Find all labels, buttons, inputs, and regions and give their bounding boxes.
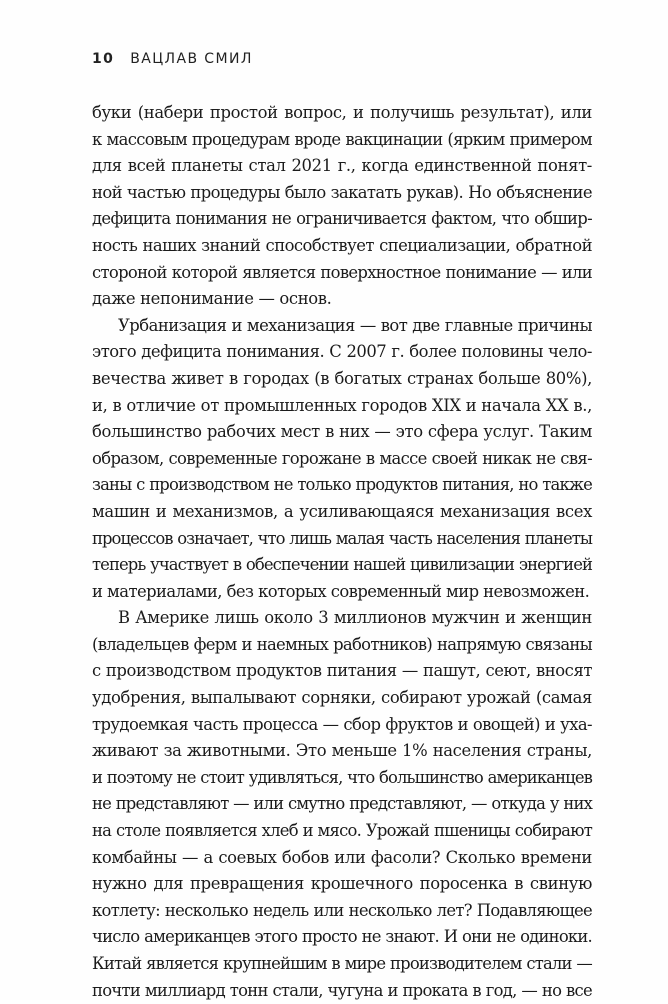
text-line: и поэтому не стоит удивляться, что большинство американцев [92, 767, 592, 787]
text-line: буки (набери простой вопрос, и получишь результат), или [92, 103, 592, 122]
text-line: этого дефицита понимания. С 2007 г. более половины чело- [92, 342, 592, 362]
paragraph-3 [92, 605, 592, 1004]
text-line: Китай является крупнейшим в мире производителем стали — [92, 954, 592, 973]
text-line: и материалами, без которых современный мир невозможен. [92, 581, 590, 601]
text-line: число американцев этого просто не знают. И они не одиноки. [92, 927, 592, 947]
text-line: процессов означает, что лишь малая часть населения планеты [92, 528, 592, 548]
text-line: удобрения, выпалывают сорняки, собирают урожай (самая [92, 688, 592, 708]
text-line: с производством продуктов питания — пашут, сеют, вносят [92, 661, 592, 681]
text-line: почти миллиард тонн стали, чугуна и проката в год, — но все [92, 980, 592, 1000]
text-line: нужно для превращения крошечного поросенка в свиную [92, 874, 592, 894]
text-line: не представляют — или смутно представляют, — откуда у них [92, 794, 592, 814]
text-line: на столе появляется хлеб и мясо. Урожай пшеницы собирают [92, 821, 592, 841]
text-line: даже непонимание — основ. [92, 289, 332, 309]
text-line: трудоемкая часть процесса — сбор фруктов и овощей) и уха- [92, 714, 592, 734]
text-line: В Америке лишь около 3 миллионов мужчин и женщин [118, 608, 592, 628]
text-line: для всей планеты стал 2021 г., когда единственной понят- [92, 156, 592, 176]
text-line: большинство рабочих мест в них — это сфера услуг. Таким [92, 422, 592, 442]
running-head [92, 51, 253, 67]
text-line: Урбанизация и механизация — вот две главные причины [118, 315, 592, 335]
body-text [92, 100, 592, 1004]
text-line: комбайны — а соевых бобов или фасоли? Сколько времени [92, 847, 592, 867]
page-number: 10 [92, 51, 115, 67]
text-line: образом, современные горожане в массе своей никак не свя- [92, 448, 592, 468]
text-line: теперь участвует в обеспечении нашей цивилизации энергией [92, 555, 592, 575]
paragraph-1 [92, 100, 592, 313]
text-line: котлету: несколько недель или несколько лет? Подавляющее [92, 900, 592, 920]
text-line: вечества живет в городах (в богатых странах больше 80%), [92, 368, 592, 388]
text-line: живают за животными. Это меньше 1% населения страны, [92, 741, 592, 761]
text-line: заны с производством не только продуктов питания, но также [92, 475, 592, 495]
author-name: ВАЦЛАВ СМИЛ [130, 51, 253, 67]
text-line: ность наших знаний способствует специализации, обратной [92, 235, 592, 255]
text-line: машин и механизмов, а усиливающаяся механизация всех [92, 501, 592, 521]
text-line: стороной которой является поверхностное понимание — или [92, 262, 592, 282]
paragraph-2 [92, 313, 592, 606]
text-line: дефицита понимания не ограничивается фактом, что обшир- [92, 209, 592, 229]
text-line: (владельцев ферм и наемных работников) напрямую связаны [92, 634, 592, 654]
text-line: к массовым процедурам вроде вакцинации (ярким примером [92, 129, 592, 149]
text-line: и, в отличие от промышленных городов XIX и начала XX в., [92, 395, 592, 415]
text-line: ной частью процедуры было закатать рукав). Но объяснение [92, 182, 592, 202]
